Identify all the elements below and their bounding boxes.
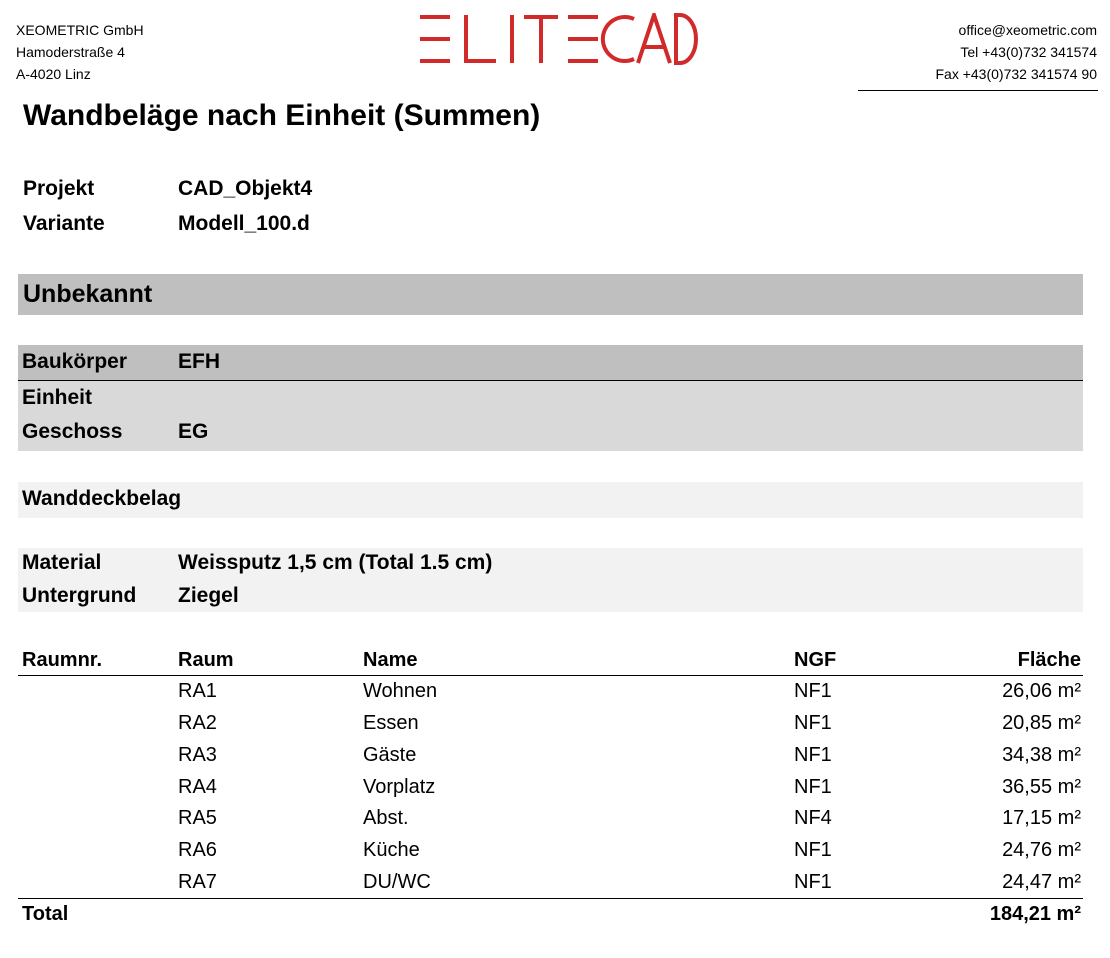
table-row [0, 807, 1110, 839]
company-address [16, 19, 144, 85]
cell-raum: RA4 [178, 776, 217, 798]
cell-raum: RA5 [178, 807, 217, 829]
cell-name: Wohnen [363, 680, 438, 702]
cell-ngf: NF1 [794, 680, 832, 702]
cell-flaeche: 36,55 m² [1002, 776, 1081, 798]
cell-flaeche: 34,38 m² [1002, 744, 1081, 766]
untergrund-label: Untergrund [22, 584, 137, 607]
header-divider [858, 90, 1098, 91]
cell-name: DU/WC [363, 871, 431, 893]
cell-raum: RA2 [178, 712, 217, 734]
table-row [0, 712, 1110, 744]
projekt-value: CAD_Objekt4 [178, 177, 313, 200]
section-band [18, 274, 1083, 315]
baukoerper-label: Baukörper [22, 350, 128, 373]
cell-raum: RA7 [178, 871, 217, 893]
total-divider [18, 898, 1083, 899]
cell-flaeche: 26,06 m² [1002, 680, 1081, 702]
belag-title: Wanddeckbelag [22, 487, 182, 510]
cell-flaeche: 24,76 m² [1002, 839, 1081, 861]
company-email: office@xeometric.com [958, 22, 1097, 38]
cell-raum: RA1 [178, 680, 217, 702]
variante-value: Modell_100.d [178, 212, 310, 235]
cell-name: Vorplatz [363, 776, 436, 798]
cell-ngf: NF1 [794, 776, 832, 798]
page-title: Wandbeläge nach Einheit (Summen) [23, 99, 541, 132]
einheit-label: Einheit [22, 386, 93, 409]
cell-raum: RA6 [178, 839, 217, 861]
col-header-name: Name [363, 649, 418, 671]
company-tel: Tel +43(0)732 341574 [960, 44, 1097, 60]
cell-raum: RA3 [178, 744, 217, 766]
logo-text: ELITECAD [555, 43, 561, 44]
cell-ngf: NF4 [794, 807, 832, 829]
cell-name: Abst. [363, 807, 409, 829]
untergrund-value: Ziegel [178, 584, 239, 607]
company-city: A-4020 Linz [16, 66, 91, 82]
cell-ngf: NF1 [794, 839, 832, 861]
total-value: 184,21 m² [989, 903, 1081, 925]
company-contact [935, 19, 1097, 85]
cell-name: Küche [363, 839, 420, 861]
table-row [0, 776, 1110, 808]
cell-flaeche: 24,47 m² [1002, 871, 1081, 893]
variante-label: Variante [23, 212, 105, 235]
geschoss-label: Geschoss [22, 420, 123, 443]
cell-ngf: NF1 [794, 871, 832, 893]
company-street: Hamoderstraße 4 [16, 44, 125, 60]
cell-flaeche: 20,85 m² [1002, 712, 1081, 734]
company-fax: Fax +43(0)732 341574 90 [935, 66, 1097, 82]
elitecad-logo [418, 13, 698, 65]
geschoss-value: EG [178, 420, 209, 443]
baukoerper-value: EFH [178, 350, 220, 373]
table-row [0, 744, 1110, 776]
material-label: Material [22, 551, 102, 574]
projekt-label: Projekt [23, 177, 95, 200]
cell-ngf: NF1 [794, 712, 832, 734]
cell-name: Gäste [363, 744, 417, 766]
section-title: Unbekannt [23, 280, 153, 308]
total-label: Total [22, 903, 69, 925]
cell-ngf: NF1 [794, 744, 832, 766]
col-header-flaeche: Fläche [1017, 649, 1081, 671]
table-row [0, 680, 1110, 712]
cell-name: Essen [363, 712, 419, 734]
col-header-raumnr: Raumnr. [22, 649, 103, 671]
table-row [0, 839, 1110, 871]
company-name: XEOMETRIC GmbH [16, 22, 144, 38]
col-header-raum: Raum [178, 649, 234, 671]
col-header-ngf: NGF [794, 649, 837, 671]
cell-flaeche: 17,15 m² [1002, 807, 1081, 829]
table-header-divider [18, 675, 1083, 676]
material-value: Weissputz 1,5 cm (Total 1.5 cm) [178, 551, 493, 574]
